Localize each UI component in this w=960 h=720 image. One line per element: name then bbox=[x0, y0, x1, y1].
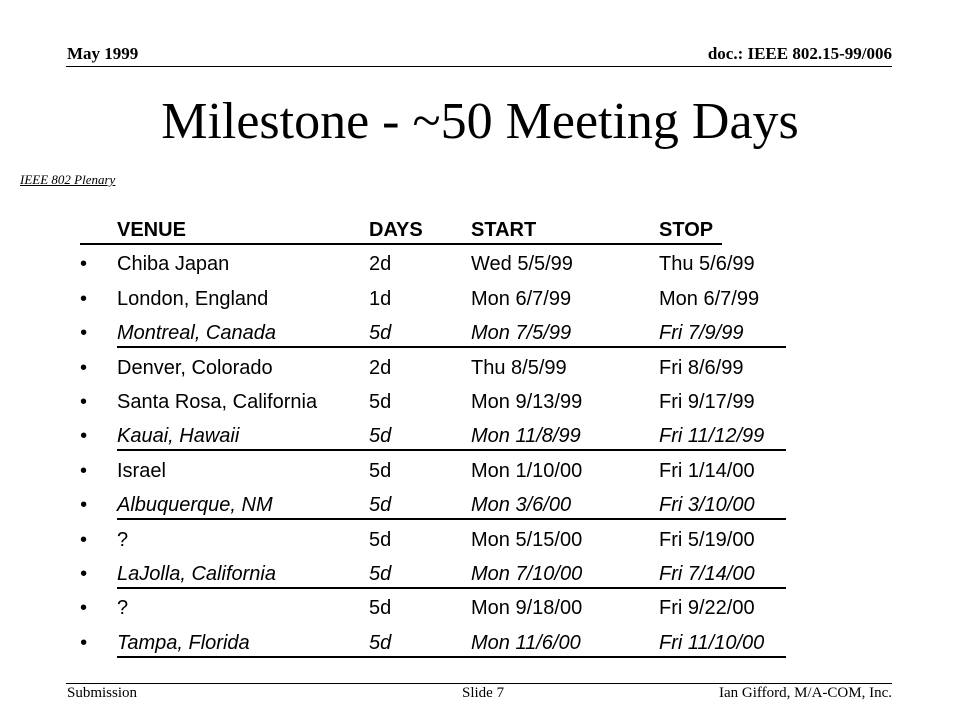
header-date: May 1999 bbox=[67, 44, 139, 63]
row-venue: Denver, Colorado bbox=[117, 356, 273, 379]
row-stop-date: Fri 7/9/99 bbox=[659, 322, 744, 345]
row-stop-date: Fri 7/14/00 bbox=[659, 562, 755, 585]
row-start-date: Mon 9/13/99 bbox=[471, 390, 583, 413]
row-bullet: • bbox=[80, 631, 88, 654]
row-stop-date: Fri 1/14/00 bbox=[659, 459, 755, 482]
row-days: 5d bbox=[369, 597, 392, 620]
row-start-date: Mon 11/8/99 bbox=[471, 425, 581, 448]
row-days: 2d bbox=[369, 356, 392, 379]
column-header-days: DAYS bbox=[369, 219, 423, 241]
row-stop-date: Fri 9/17/99 bbox=[659, 390, 755, 413]
row-start-date: Mon 3/6/00 bbox=[471, 494, 572, 517]
row-bullet: • bbox=[80, 390, 88, 413]
table-row bbox=[80, 560, 800, 594]
row-venue: Israel bbox=[117, 459, 166, 482]
row-stop-date: Fri 11/10/00 bbox=[659, 631, 765, 654]
table-row bbox=[80, 319, 800, 353]
row-venue: Kauai, Hawaii bbox=[117, 425, 240, 448]
row-days: 2d bbox=[369, 253, 392, 276]
row-days: 1d bbox=[369, 287, 392, 310]
row-stop-date: Fri 3/10/00 bbox=[659, 494, 755, 517]
row-days: 5d bbox=[369, 494, 392, 517]
slide-title: Milestone - ~50 Meeting Days bbox=[161, 93, 799, 150]
plenary-note: IEEE 802 Plenary bbox=[20, 172, 116, 187]
column-header-start: START bbox=[471, 219, 537, 241]
table-row bbox=[80, 629, 800, 663]
footer-rule bbox=[66, 683, 892, 684]
footer-slide-number: Slide 7 bbox=[462, 685, 505, 701]
row-start-date: Wed 5/5/99 bbox=[471, 253, 573, 276]
row-venue: Tampa, Florida bbox=[117, 631, 250, 654]
row-venue: ? bbox=[117, 528, 129, 551]
row-bullet: • bbox=[80, 322, 88, 345]
table-row bbox=[80, 285, 800, 319]
row-start-date: Mon 1/10/00 bbox=[471, 459, 583, 482]
row-venue: ? bbox=[117, 597, 129, 620]
column-header-venue: VENUE bbox=[117, 219, 186, 241]
table-row bbox=[80, 422, 800, 456]
table-row bbox=[80, 526, 800, 560]
row-stop-date: Fri 5/19/00 bbox=[659, 528, 755, 551]
row-days: 5d bbox=[369, 562, 392, 585]
row-days: 5d bbox=[369, 390, 392, 413]
row-venue: London, England bbox=[117, 287, 269, 310]
table-header-row bbox=[80, 216, 800, 250]
row-start-date: Mon 7/10/00 bbox=[471, 562, 583, 585]
row-stop-date: Thu 5/6/99 bbox=[659, 253, 755, 276]
row-start-date: Thu 8/5/99 bbox=[471, 356, 567, 379]
row-days: 5d bbox=[369, 425, 392, 448]
header-rule bbox=[66, 66, 892, 67]
row-bullet: • bbox=[80, 459, 88, 482]
row-bullet: • bbox=[80, 253, 88, 276]
table-row bbox=[80, 594, 800, 628]
table-row bbox=[80, 491, 800, 525]
table-row bbox=[80, 354, 800, 388]
row-bullet: • bbox=[80, 528, 88, 551]
row-days: 5d bbox=[369, 528, 392, 551]
row-start-date: Mon 5/15/00 bbox=[471, 528, 583, 551]
row-bullet: • bbox=[80, 356, 88, 379]
row-days: 5d bbox=[369, 322, 392, 345]
row-venue: LaJolla, California bbox=[117, 562, 276, 585]
row-stop-date: Mon 6/7/99 bbox=[659, 287, 760, 310]
row-venue: Chiba Japan bbox=[117, 253, 230, 276]
row-stop-date: Fri 11/12/99 bbox=[659, 425, 765, 448]
row-days: 5d bbox=[369, 459, 392, 482]
footer-author: Ian Gifford, M/A-COM, Inc. bbox=[718, 685, 892, 701]
row-bullet: • bbox=[80, 494, 88, 517]
footer-submission: Submission bbox=[67, 685, 138, 701]
row-start-date: Mon 6/7/99 bbox=[471, 287, 572, 310]
row-venue: Santa Rosa, California bbox=[117, 390, 318, 413]
meeting-schedule-table bbox=[80, 216, 800, 663]
row-start-date: Mon 7/5/99 bbox=[471, 322, 572, 345]
row-stop-date: Fri 9/22/00 bbox=[659, 597, 755, 620]
column-header-stop: STOP bbox=[659, 219, 714, 241]
table-row bbox=[80, 388, 800, 422]
row-bullet: • bbox=[80, 425, 88, 448]
row-stop-date: Fri 8/6/99 bbox=[659, 356, 744, 379]
row-start-date: Mon 11/6/00 bbox=[471, 631, 581, 654]
table-body bbox=[80, 250, 800, 663]
row-bullet: • bbox=[80, 287, 88, 310]
header-doc-id: doc.: IEEE 802.15-99/006 bbox=[707, 44, 892, 63]
row-days: 5d bbox=[369, 631, 392, 654]
table-row bbox=[80, 457, 800, 491]
row-start-date: Mon 9/18/00 bbox=[471, 597, 583, 620]
row-venue: Albuquerque, NM bbox=[117, 494, 273, 517]
table-row bbox=[80, 250, 800, 284]
row-bullet: • bbox=[80, 562, 88, 585]
row-bullet: • bbox=[80, 597, 88, 620]
row-venue: Montreal, Canada bbox=[117, 322, 276, 345]
